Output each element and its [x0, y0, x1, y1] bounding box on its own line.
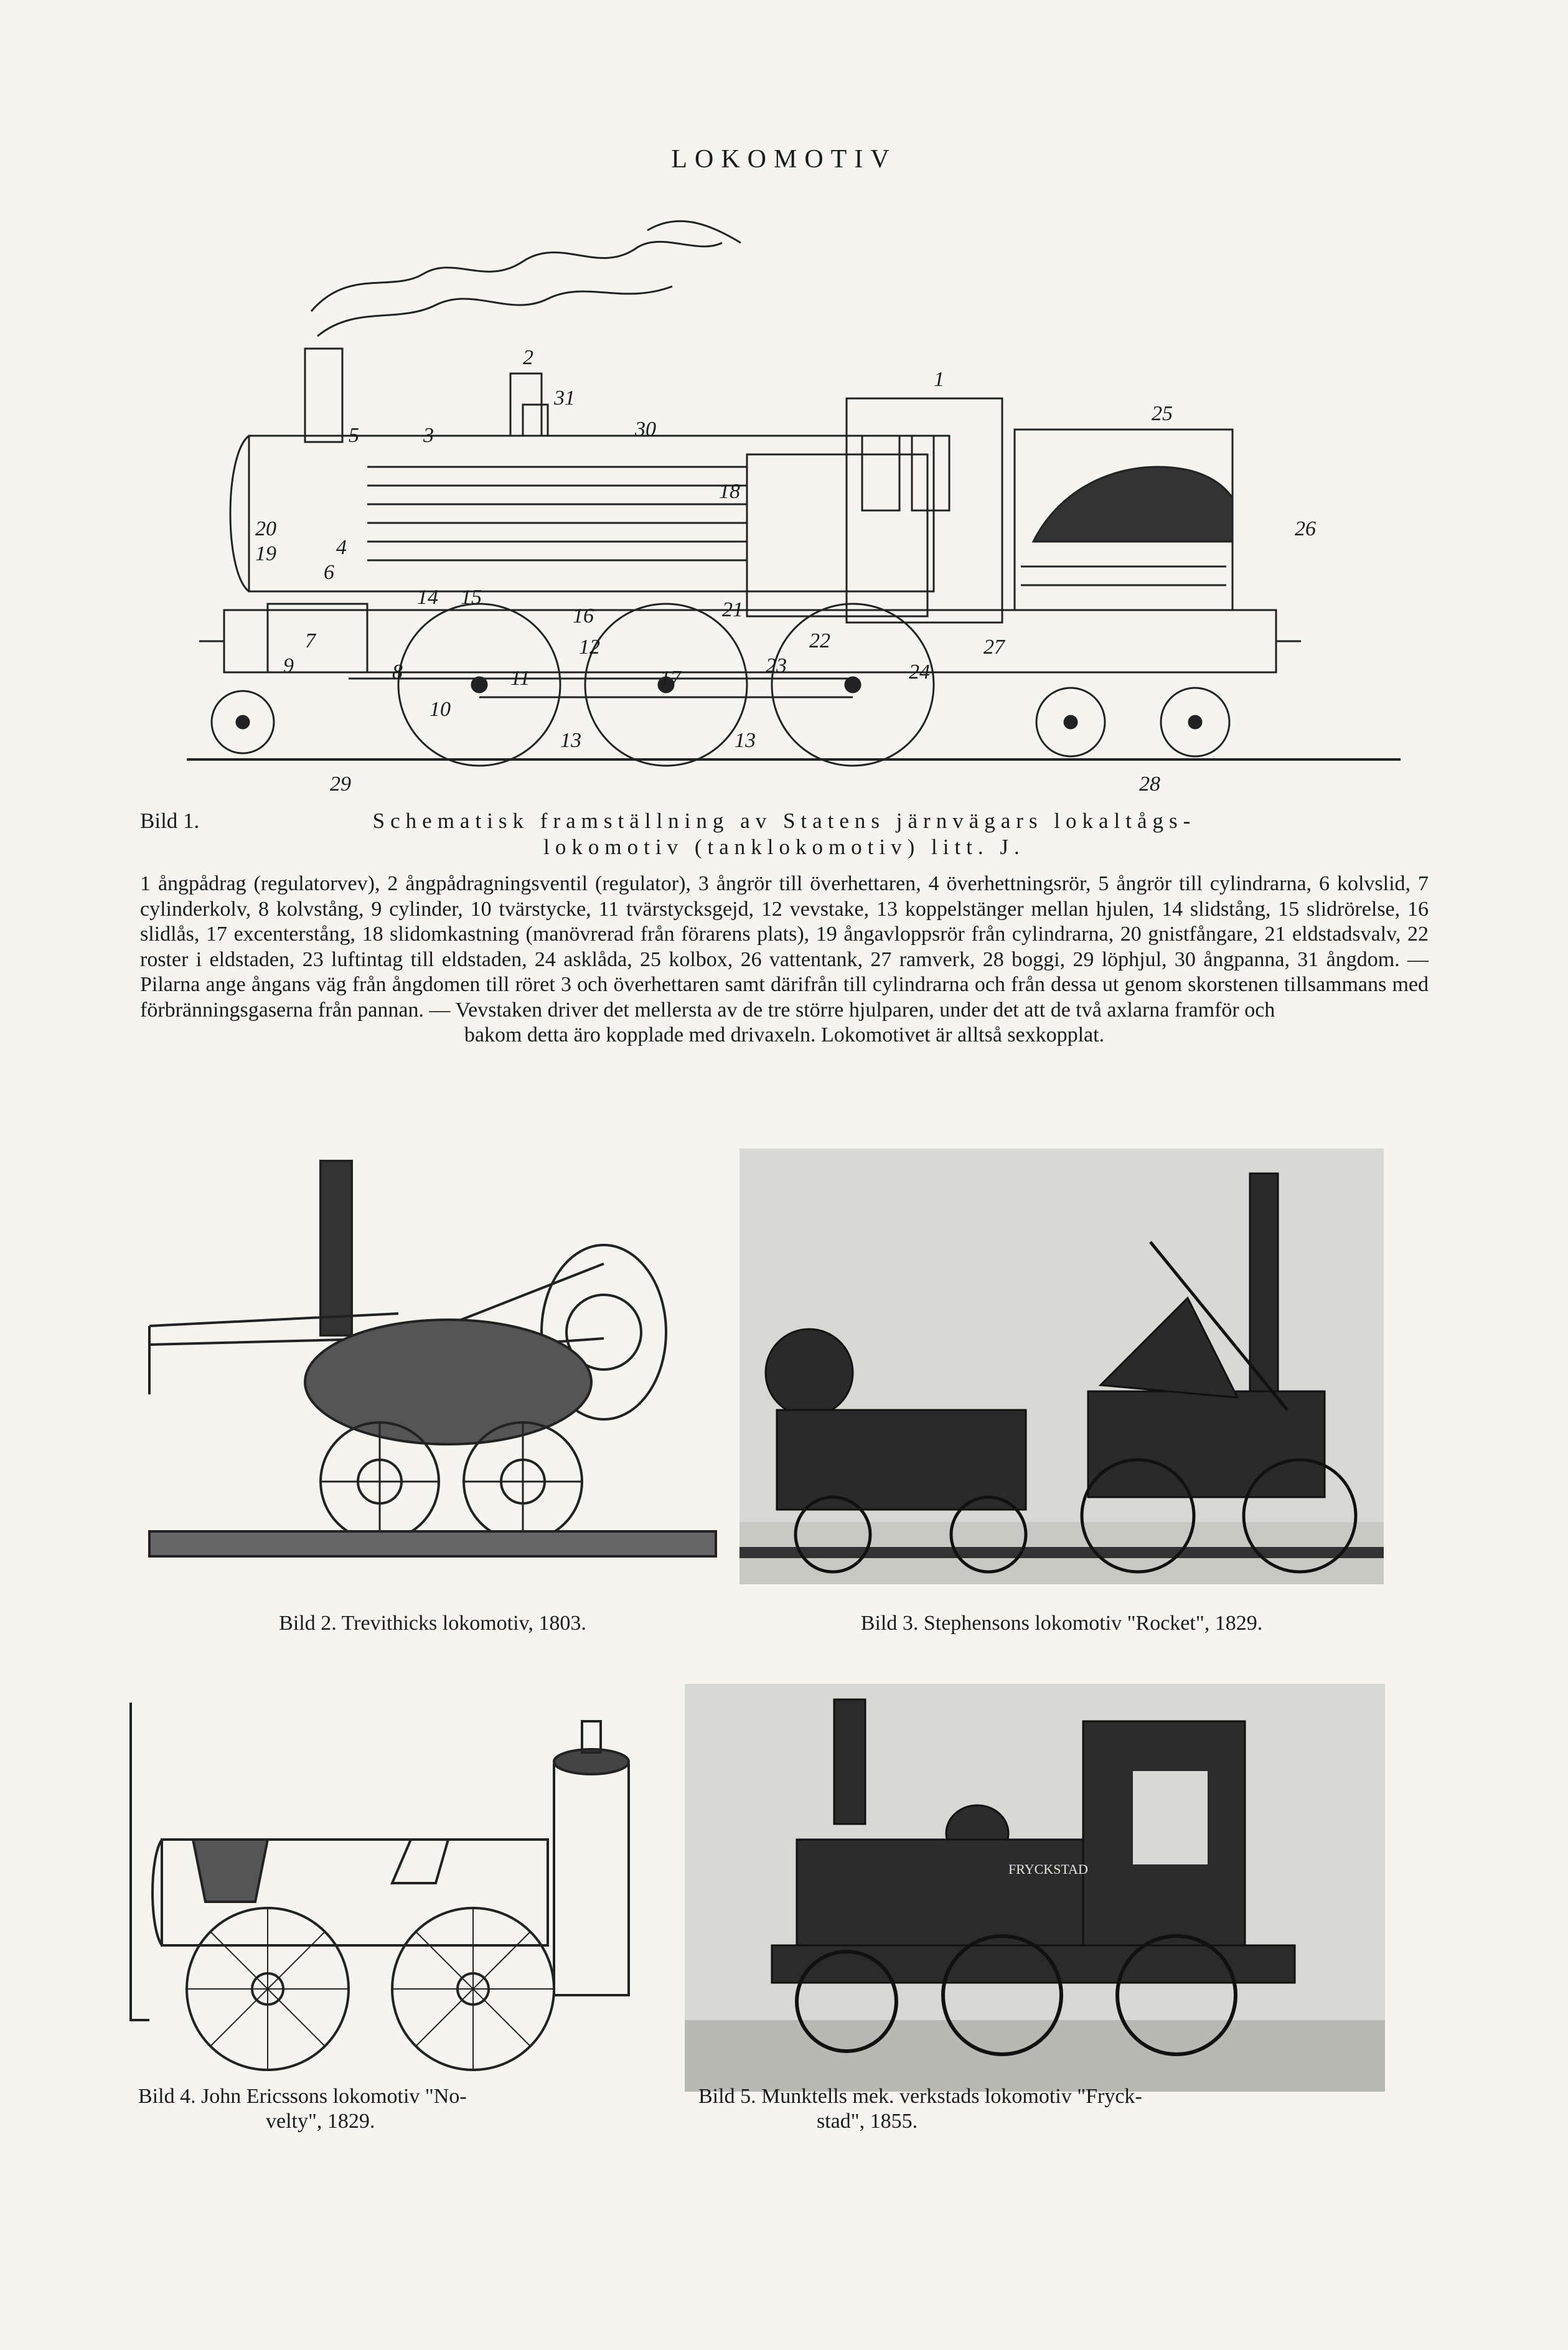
svg-text:13: 13 — [735, 729, 756, 752]
svg-text:28: 28 — [1139, 773, 1160, 796]
svg-text:7: 7 — [305, 629, 316, 652]
svg-text:26: 26 — [1295, 517, 1316, 540]
bild5-number: Bild 5. — [698, 2085, 756, 2108]
svg-text:12: 12 — [579, 636, 600, 659]
bild1-legend — [140, 872, 1429, 1048]
svg-text:10: 10 — [430, 698, 451, 721]
svg-text:31: 31 — [554, 387, 575, 410]
svg-text:20: 20 — [255, 517, 276, 540]
svg-text:14: 14 — [417, 586, 438, 609]
svg-text:4: 4 — [336, 536, 347, 559]
bild1-caption-line1: Schematisk framställning av Statens järnvägars lokaltågs- — [372, 809, 1196, 833]
bild5-caption-line1: Munktells mek. verkstads lokomotiv "Fryck- — [761, 2085, 1142, 2108]
bild4-number: Bild 4. — [138, 2085, 196, 2108]
page-title: LOKOMOTIV — [671, 145, 897, 174]
bild5-fryckstad-image — [685, 1684, 1385, 2092]
svg-text:18: 18 — [719, 480, 740, 503]
svg-text:19: 19 — [255, 542, 276, 565]
bild1-caption — [140, 808, 1429, 860]
bild5-caption — [698, 2084, 1383, 2134]
svg-text:21: 21 — [722, 598, 743, 621]
bild3-rocket-photo — [739, 1149, 1384, 1584]
bild3-rocket-image — [739, 1149, 1384, 1584]
bild1-number: Bild 1. — [140, 809, 200, 833]
bild5-caption-line2: stad", 1855. — [817, 2110, 918, 2133]
bild1-caption-line2: lokomotiv (tanklokomotiv) litt. J. — [543, 835, 1025, 859]
svg-text:8: 8 — [392, 660, 403, 684]
bild2-trevithick-illustration — [137, 1145, 728, 1575]
svg-text:9: 9 — [283, 654, 294, 677]
svg-text:15: 15 — [461, 586, 482, 609]
bild3-number: Bild 3. — [860, 1612, 919, 1635]
svg-text:29: 29 — [330, 773, 351, 796]
svg-text:5: 5 — [349, 424, 359, 447]
bild4-novelty-illustration — [124, 1696, 697, 2098]
svg-text:6: 6 — [324, 561, 334, 584]
bild4-caption-line2: velty", 1829. — [266, 2110, 375, 2133]
bild5-fryckstad-photo — [685, 1684, 1385, 2092]
svg-text:25: 25 — [1152, 402, 1173, 425]
bild2-number: Bild 2. — [279, 1612, 337, 1635]
bild1-legend-main: 1 ångpådrag (regulatorvev), 2 ångpådragningsventil (regulator), 3 ångrör till överhettaren, 4 överhettningsrör, 5 ångrör till cylindrarna, 6 kolvslid, 7 cylinderkolv, 8 kolvstång, 9 cylinder, 10 tvärstycke, 11 tvärstycksgejd, 12 vevstake, 13 koppelstänger mellan hjulen, 14 slidstång, 15 slidrörelse, 16 slidlås, 17 excenterstång, 18 slidomkastning (manövrerad från förarens plats), 19 ångavloppsrör från cylindrarna, 20 gnistfångare, 21 eldstadsvalv, 22 roster i eldstaden, 23 luftintag till eldstaden, 24 asklåda, 25 kolbox, 26 vattentank, 27 ramverk, 28 boggi, 29 löphjul, 30 ångpanna, 31 ångdom. — Pilarna ange ångans väg från ångdomen till röret 3 och överhettaren samt därifrån till cylindrarna och från dessa ut genom skorstenen tillsammans med förbränningsgaserna från pannan. — Vevstaken driver det mellersta av de tre större hjulparen, under det att de två axlarna framför och — [140, 872, 1429, 1022]
svg-text:3: 3 — [423, 424, 434, 447]
bild1-legend-last: bakom detta äro kopplade med drivaxeln. Lokomotivet är alltså sexkopplat. — [464, 1023, 1105, 1046]
bild2-caption — [137, 1611, 728, 1636]
bild3-caption-text: Stephensons lokomotiv "Rocket", 1829. — [923, 1612, 1263, 1635]
bild4-caption-line1: John Ericssons lokomotiv "No- — [201, 2085, 467, 2108]
svg-text:23: 23 — [766, 654, 787, 677]
bild1-schematic-figure — [187, 205, 1401, 797]
bild5-nameplate: FRYCKSTAD — [1008, 1861, 1088, 1877]
svg-text:2: 2 — [523, 346, 533, 369]
svg-text:27: 27 — [984, 636, 1005, 659]
bild2-caption-text: Trevithicks lokomotiv, 1803. — [341, 1612, 586, 1635]
bild3-caption — [739, 1611, 1384, 1636]
svg-text:30: 30 — [635, 418, 656, 441]
svg-text:24: 24 — [909, 660, 930, 684]
svg-text:13: 13 — [560, 729, 581, 752]
svg-text:11: 11 — [510, 667, 530, 690]
svg-text:22: 22 — [809, 629, 830, 652]
svg-text:16: 16 — [573, 604, 594, 627]
bild4-caption — [138, 2084, 686, 2134]
svg-text:1: 1 — [934, 368, 944, 391]
svg-text:17: 17 — [660, 667, 681, 690]
